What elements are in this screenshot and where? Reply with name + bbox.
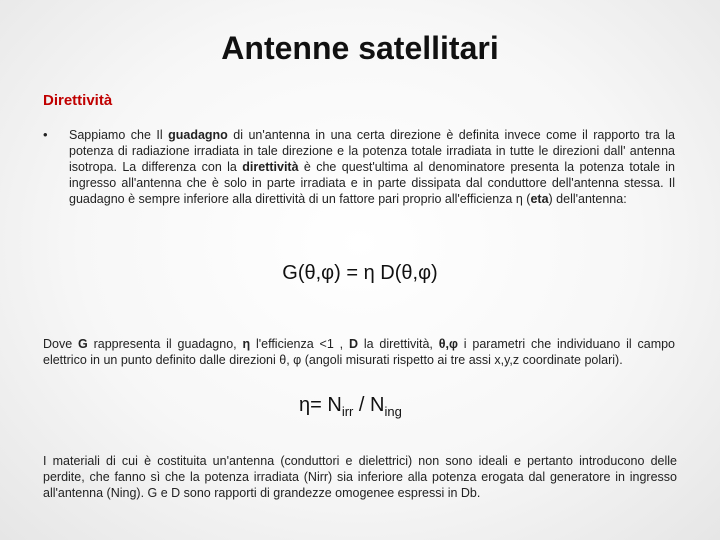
bullet-item: [43, 127, 675, 207]
bold-term-guadagno: guadagno: [168, 128, 228, 142]
bold-term-eta: eta: [530, 192, 549, 207]
slide-title: Antenne satellitari: [221, 30, 499, 66]
losses-paragraph: I materiali di cui è costituita un'antenna (conduttori e dielettrici) non sono ideali e pertanto introducono delle perdite, che fanno sì che la potenza irradiata (Nirr) sia inferiore alla potenza erogata dal generatore in ingresso all'antenna (Ning). G e D sono rapporti di grandezze omogenee espressi in Db.: [43, 453, 677, 500]
bullet-paragraph: Sappiamo che Il guadagno di un'antenna in una certa direzione è definita invece come il rapporto tra la potenza di radiazione irradiata in tale direzione e la potenza totale irradiata in tutte le direzioni dall' antenna isotropa. La differenza con la direttività è che quest'ultima al denominatore presenta la potenza totale in ingresso all'antenna che è solo in parte irradiata e in parte dissipata dal conduttore dell'antenna stessa. Il guadagno è sempre inferiore alla direttività di un fattore pari proprio all'efficienza η (eta) dell'antenna:: [69, 128, 676, 207]
section-subtitle: Direttività: [43, 92, 113, 109]
bullet-marker: •: [43, 127, 48, 142]
definition-paragraph: Dove G rappresenta il guadagno, η l'efficienza <1 , D la direttività, θ,φ i parametri che individuano il campo elettrico in un punto definito dalle direzioni θ, φ (angoli misurati rispetto ai tre assi x,y,z coordinate polari).: [43, 336, 676, 367]
efficiency-formula: $\eta= N_{irr} / N_{ing}$: [299, 394, 402, 419]
gain-formula: G(θ,φ) = η D(θ,φ): [282, 262, 438, 284]
bold-term-direttivita: direttività: [242, 160, 299, 175]
